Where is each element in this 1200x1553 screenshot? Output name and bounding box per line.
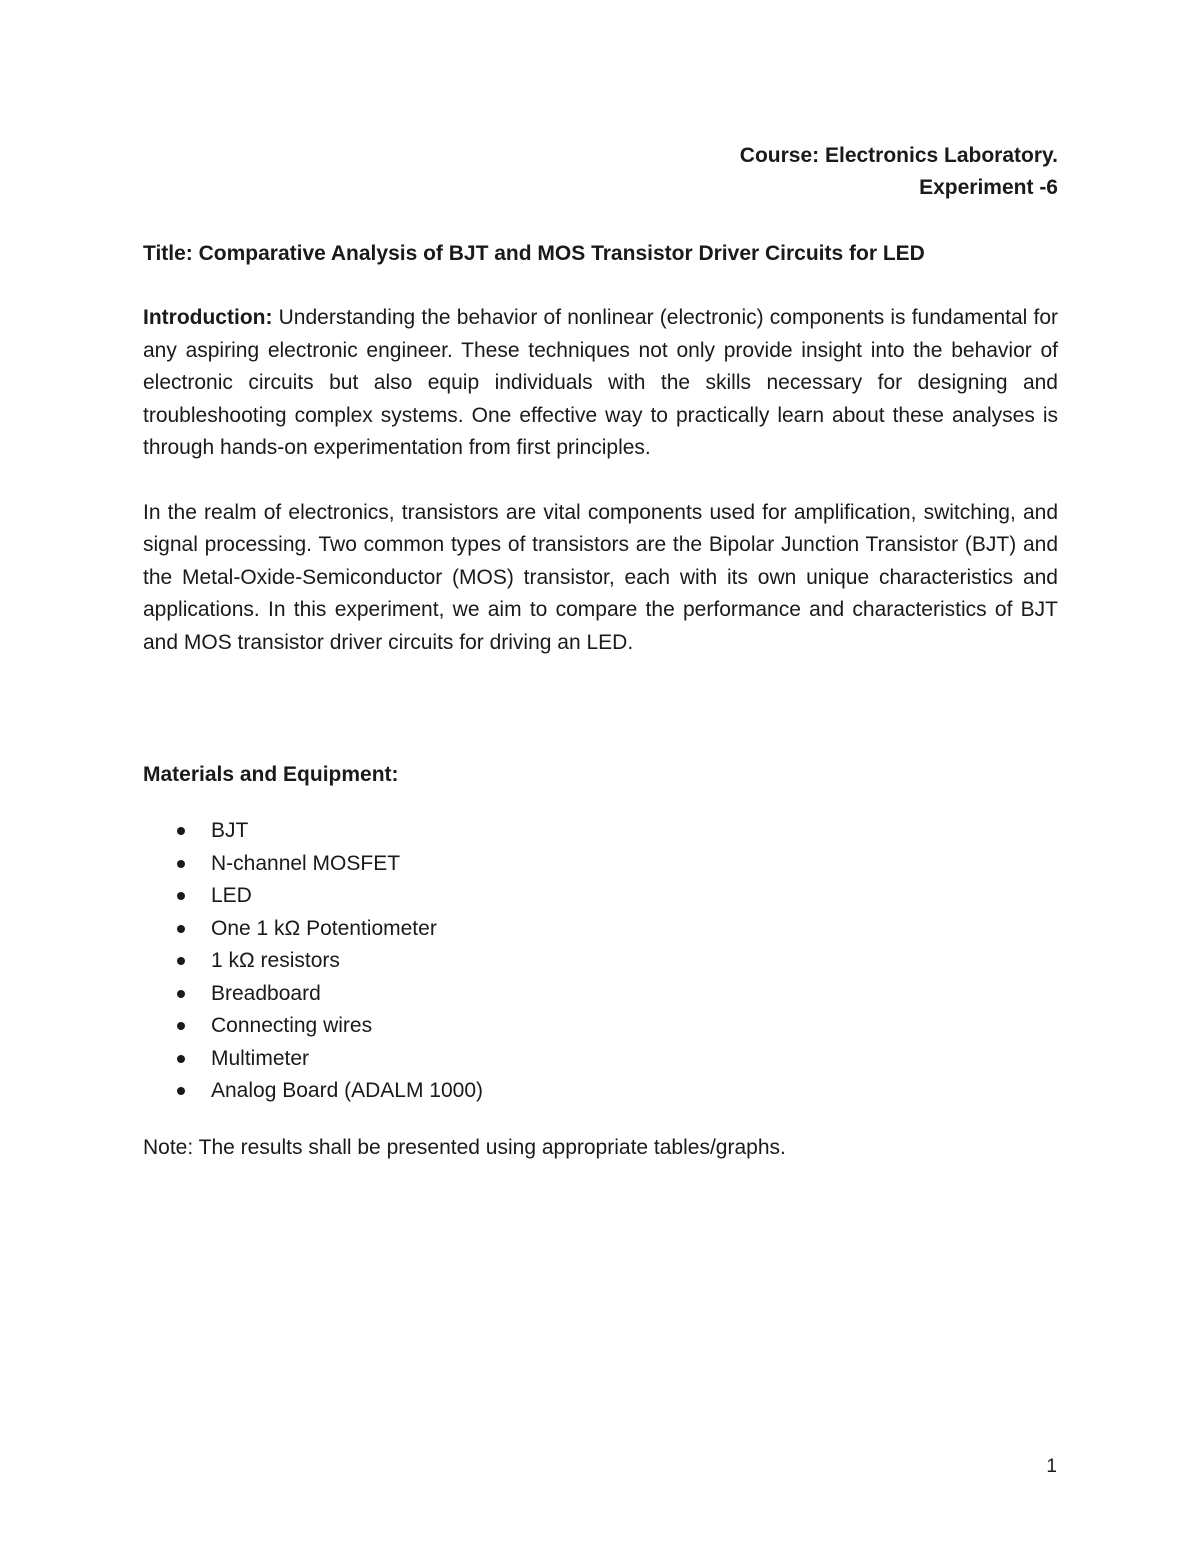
bullet-icon [177, 1022, 185, 1030]
list-item-label: Connecting wires [211, 1014, 373, 1037]
bullet-icon [177, 892, 185, 900]
list-item-label: LED [211, 884, 252, 907]
list-item [143, 1075, 1058, 1108]
list-item [143, 815, 1058, 848]
list-item [143, 1010, 1058, 1043]
introduction-label: Introduction: [143, 306, 273, 329]
document-title: Title: Comparative Analysis of BJT and MOS Transistor Driver Circuits for LED [143, 242, 925, 265]
bullet-icon [177, 957, 185, 965]
bullet-icon [177, 990, 185, 998]
bullet-icon [177, 1055, 185, 1063]
list-item [143, 978, 1058, 1011]
list-item-label: Analog Board (ADALM 1000) [211, 1079, 483, 1102]
list-item [143, 1043, 1058, 1076]
list-item [143, 848, 1058, 881]
materials-list [143, 815, 1058, 1108]
introduction-paragraph [143, 302, 1058, 465]
list-item-label: Breadboard [211, 981, 321, 1005]
bullet-icon [177, 827, 185, 835]
introduction-text: Understanding the behavior of nonlinear (electronic) components is fundamental for any aspiring electronic engineer. These techniques not only provide insight into the behavior of electronic circuits but also equip individuals with the skills necessary for designing and troubleshooting complex systems. One effective way to practically learn about these analyses is through hands-on experimentation from first principles. [143, 306, 1058, 459]
list-item-label: Multimeter [211, 1046, 310, 1070]
note-text: Note: The results shall be presented using appropriate tables/graphs. [143, 1135, 786, 1159]
list-item-label: N-channel MOSFET [211, 851, 401, 875]
experiment-number: Experiment -6 [919, 176, 1058, 199]
course-label: Course: Electronics Laboratory. [739, 144, 1058, 167]
transistor-paragraph: In the realm of electronics, transistors are vital components used for amplification, switching, and signal processing. Two common types of transistors are the Bipolar Junction Transistor (BJT) and the Metal-Oxide-Semiconductor (MOS) transistor, each with its own unique characteristics and applications. In this experiment, we aim to compare the performance and characteristics of BJT and MOS transistor driver circuits for driving an LED. [143, 500, 1058, 654]
bullet-icon [177, 1087, 185, 1095]
list-item [143, 913, 1058, 946]
materials-heading: Materials and Equipment: [143, 763, 399, 786]
bullet-icon [177, 860, 185, 868]
page-number: 1 [1046, 1456, 1057, 1477]
bullet-icon [177, 925, 185, 933]
list-item [143, 880, 1058, 913]
list-item [143, 945, 1058, 978]
list-item-label: BJT [211, 819, 249, 842]
document-page [143, 140, 1058, 1164]
list-item-label: One 1 kΩ Potentiometer [211, 916, 437, 940]
list-item-label: 1 kΩ resistors [211, 949, 340, 972]
